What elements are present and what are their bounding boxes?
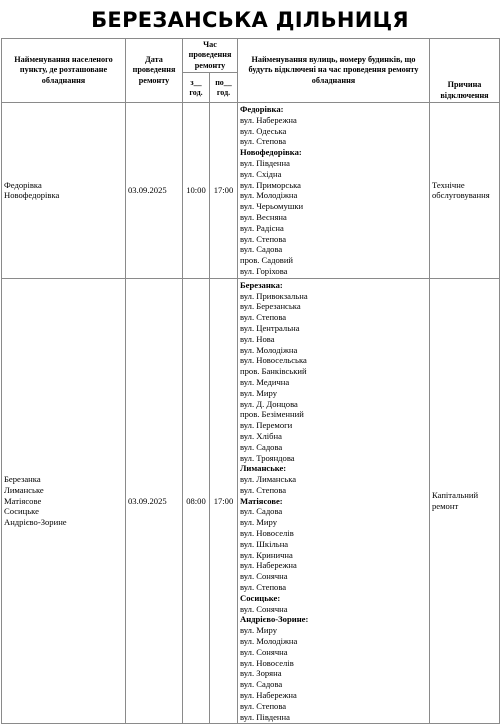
street-item: вул. Садова (240, 679, 283, 690)
header-reason: Причина відключення (430, 39, 500, 103)
settlement-name: Матіясове (4, 495, 42, 506)
street-item: вул. Набережна (240, 690, 297, 701)
street-item: вул. Миру (240, 625, 277, 636)
village-heading: Новофедорівка: (240, 147, 302, 158)
street-item: вул. Кринична (240, 549, 293, 560)
header-date: Дата проведення ремонту (126, 39, 183, 103)
reason-cell (430, 103, 500, 279)
street-item: вул. Південна (240, 711, 290, 722)
header-streets: Найменування вулиць, номеру будинків, що будуть відключені на час проведення ремонту обладнання (238, 39, 430, 103)
street-item: вул. Трояндова (240, 452, 295, 463)
time-from: 10:00 (186, 184, 206, 195)
street-item: вул. Південна (240, 157, 290, 168)
street-item: вул. Набережна (240, 114, 297, 125)
street-item: вул. Східна (240, 168, 282, 179)
street-item: вул. Перемоги (240, 420, 293, 431)
time-from-cell (183, 278, 210, 724)
street-item: вул. Степова (240, 136, 287, 147)
street-item: вул. Весняна (240, 211, 287, 222)
street-item: вул. Степова (240, 700, 287, 711)
street-item: вул. Сонячна (240, 603, 288, 614)
street-item: вул. Хлібна (240, 430, 282, 441)
time-from: 08:00 (186, 495, 206, 506)
street-item: вул. Садова (240, 506, 283, 517)
street-item: вул. Березанська (240, 301, 301, 312)
time-from-cell (183, 103, 210, 279)
time-to-cell (210, 103, 238, 279)
reason-text: Технічне (432, 179, 465, 190)
street-item: пров. Безіменний (240, 409, 304, 420)
street-item: вул. Черьомушки (240, 201, 304, 212)
street-item: вул. Степова (240, 582, 287, 593)
street-item: вул. Медична (240, 376, 290, 387)
street-item: вул. Степова (240, 312, 287, 323)
header-time-to: по__ год. (210, 73, 238, 103)
street-item: вул. Лиманська (240, 474, 297, 485)
table-row (2, 278, 500, 724)
time-to: 17:00 (213, 184, 234, 195)
street-item: вул. Горіхова (240, 265, 288, 276)
street-item: вул. Новоселів (240, 657, 294, 668)
header-settlement: Найменування населеного пункту, де розташоване обладнання (2, 39, 126, 103)
street-item: вул. Молодіжна (240, 190, 298, 201)
street-item: вул. Молодіжна (240, 344, 298, 355)
street-item: вул. Радісна (240, 222, 284, 233)
street-item: вул. Степова (240, 233, 287, 244)
street-item: вул. Новосельська (240, 355, 307, 366)
settlement-name: Новофедорівка (4, 190, 60, 201)
date-cell (126, 103, 183, 279)
date-cell (126, 278, 183, 724)
street-item: вул. Садова (240, 244, 283, 255)
street-item: вул. Молодіжна (240, 636, 298, 647)
street-item: пров. Садовий (240, 255, 294, 266)
settlement-name: Федорівка (4, 179, 42, 190)
street-item: вул. Приморська (240, 179, 301, 190)
street-item: вул. Сонячна (240, 571, 288, 582)
street-item: вул. Нова (240, 333, 275, 344)
repair-date: 03.09.2025 (128, 495, 167, 506)
settlement-name: Сосицьке (4, 506, 39, 517)
reason-text: ремонт (432, 501, 459, 512)
street-item: вул. Степова (240, 484, 287, 495)
street-item: вул. Миру (240, 517, 277, 528)
street-item: вул. Центральна (240, 322, 300, 333)
street-item: вул. Одеська (240, 125, 287, 136)
settlement-name: Лиманське (4, 484, 44, 495)
time-to: 17:00 (213, 495, 234, 506)
village-heading: Федорівка: (240, 104, 284, 114)
street-item: вул. Набережна (240, 560, 297, 571)
reason-text: Капітальний (432, 490, 479, 501)
settlement-name: Березанка (4, 474, 41, 485)
header-time-from: з__ год. (183, 73, 210, 103)
street-item: вул. Миру (240, 387, 277, 398)
street-item: вул. Сонячна (240, 646, 288, 657)
time-to-cell (210, 278, 238, 724)
street-item: пров. Банківський (240, 366, 307, 377)
street-item: вул. Садова (240, 441, 283, 452)
streets-cell (238, 278, 430, 724)
settlement-name: Андрієво-Зорине (4, 517, 67, 528)
village-heading: Березанка: (240, 279, 283, 290)
header-time: Час проведення ремонту (183, 39, 238, 73)
table-row (2, 103, 500, 279)
settlement-cell (2, 103, 126, 279)
repair-date: 03.09.2025 (128, 184, 167, 195)
village-heading: Матіясове: (240, 495, 283, 506)
page-title: БЕРЕЗАНСЬКА ДІЛЬНИЦЯ (91, 8, 409, 32)
street-item: вул. Новоселів (240, 528, 294, 539)
street-item: вул. Шкільна (240, 538, 289, 549)
village-heading: Сосицьке: (240, 592, 281, 603)
reason-text: обслуговування (432, 190, 490, 201)
street-item: вул. Привокзальна (240, 290, 308, 301)
streets-cell (238, 103, 430, 279)
street-item: вул. Д. Донцова (240, 398, 298, 409)
reason-cell (430, 278, 500, 724)
street-item: вул. Зоряна (240, 668, 282, 679)
settlement-cell (2, 278, 126, 724)
village-heading: Лиманське: (240, 463, 287, 474)
village-heading: Андрієво-Зорине: (240, 614, 309, 625)
outage-schedule-table (1, 38, 500, 724)
